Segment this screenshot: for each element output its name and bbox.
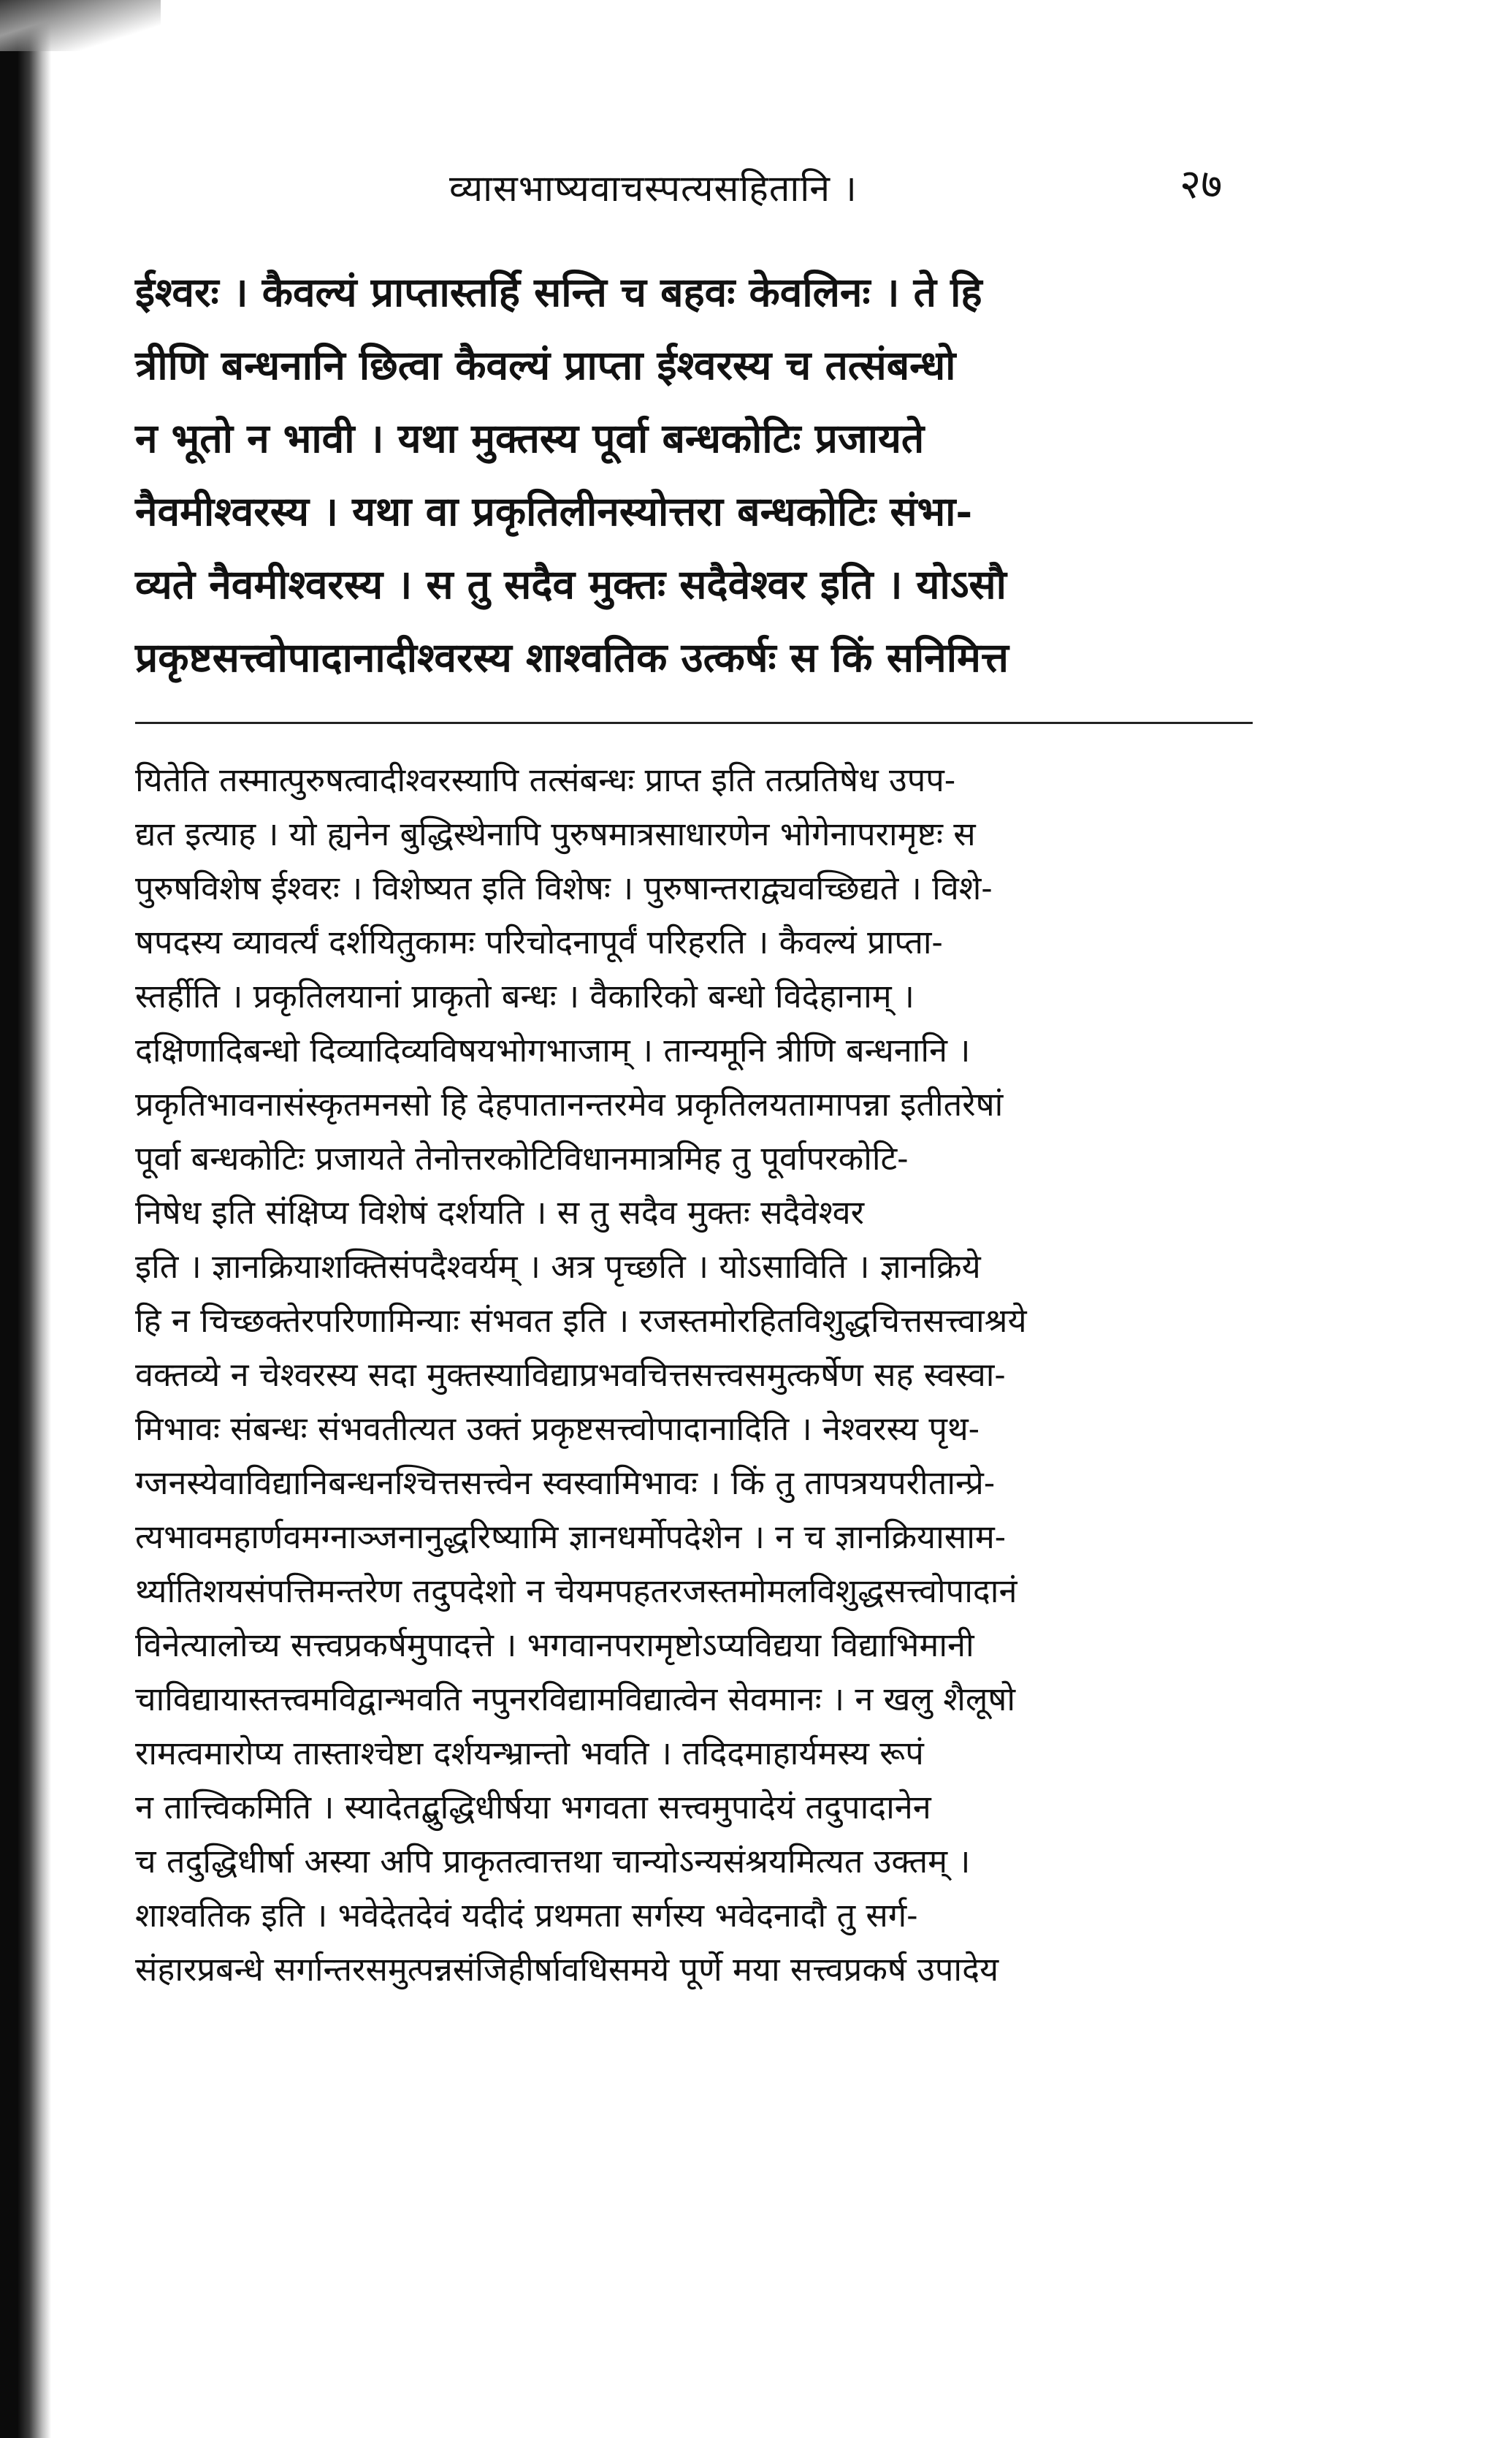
tika-line: दक्षिणादिबन्धो दिव्यादिव्यविषयभोगभाजाम् । तान्यमूनि त्रीणि बन्धनानि । (135, 1031, 971, 1070)
tika-line: रामत्वमारोप्य तास्ताश्चेष्टा दर्शयन्भ्रान्तो भवति । तदिदमाहार्यमस्य रूपं (135, 1734, 924, 1772)
tika-line: द्यत इत्याह । यो ह्यनेन बुद्धिस्थेनापि पुरुषमात्रसाधारणेन भोगेनापरामृष्टः स (135, 815, 976, 853)
tika-line: प्रकृतिभावनासंस्कृतमनसो हि देहपातानन्तरमेव प्रकृतिलयतामापन्ना इतीतरेषां (135, 1085, 1004, 1124)
page-number: २७ (1180, 161, 1223, 208)
tika-line: संहारप्रबन्धे सर्गान्तरसमुत्पन्नसंजिहीर्षावधिसमये पूर्णे मया सत्त्वप्रकर्ष उपादेय (135, 1950, 999, 1989)
bhashya-line: प्रकृष्टसत्त्वोपादानादीश्वरस्य शाश्वतिक उत्कर्षः स किं सनिमित्त (135, 633, 1009, 681)
scan-left-edge (0, 0, 51, 2438)
tika-line: न तात्त्विकमिति । स्यादेतद्बुद्धिधीर्षया भगवता सत्त्वमुपादेयं तदुपादानेन (135, 1788, 931, 1826)
bhashya-line: न भूतो न भावी । यथा मुक्तस्य पूर्वा बन्धकोटिः प्रजायते (135, 414, 925, 462)
tika-line: च तदुद्धिधीर्षा अस्या अपि प्राकृतत्वात्तथा चान्योऽन्यसंश्रयमित्यत उक्तम् । (135, 1842, 971, 1881)
tika-line: यितेति तस्मात्पुरुषत्वादीश्वरस्यापि तत्संबन्धः प्राप्त इति तत्प्रतिषेध उपप- (135, 761, 956, 799)
tika-line: विनेत्यालोच्य सत्त्वप्रकर्षमुपादत्ते । भगवानपरामृष्टोऽप्यविद्यया विद्याभिमानी (135, 1626, 974, 1664)
bhashya-text (135, 256, 1253, 694)
tika-line: पूर्वा बन्धकोटिः प्रजायते तेनोत्तरकोटिविधानमात्रमिह तु पूर्वापरकोटि- (135, 1139, 909, 1178)
bhashya-line: त्रीणि बन्धनानि छित्वा कैवल्यं प्राप्ता ईश्वरस्य च तत्संबन्धो (135, 341, 956, 389)
running-head (135, 146, 1253, 226)
tika-line: निषेध इति संक्षिप्य विशेषं दर्शयति । स तु सदैव मुक्तः सदैवेश्वर (135, 1193, 865, 1232)
tika-line: शाश्वतिक इति । भवेदेतदेवं यदीदं प्रथमता सर्गस्य भवेदनादौ तु सर्ग- (135, 1896, 918, 1935)
tika-line: पुरुषविशेष ईश्वरः । विशेष्यत इति विशेषः । पुरुषान्तराद्व्यवच्छिद्यते । विशे- (135, 869, 993, 907)
tika-line: वक्तव्ये न चेश्वरस्य सदा मुक्तस्याविद्याप्रभवचित्तसत्त्वसमुत्कर्षेण सह स्वस्वा- (135, 1355, 1006, 1394)
scan-corner-shadow (0, 0, 161, 51)
book-page (135, 146, 1253, 1997)
tika-line: चाविद्यायास्तत्त्वमविद्वान्भवति नपुनरविद्यामविद्यात्वेन सेवमानः । न खलु शैलूषो (135, 1680, 1016, 1718)
tika-line: मिभावः संबन्धः संभवतीत्यत उक्तं प्रकृष्टसत्त्वोपादानादिति । नेश्वरस्य पृथ- (135, 1409, 980, 1448)
tika-line: स्तर्हीति । प्रकृतिलयानां प्राकृतो बन्धः । वैकारिको बन्धो विदेहानाम् । (135, 977, 915, 1016)
bhashya-line: ईश्वरः । कैवल्यं प्राप्तास्तर्हि सन्ति च बहवः केवलिनः । ते हि (135, 268, 982, 316)
tika-line: षपदस्य व्यावर्त्यं दर्शयितुकामः परिचोदनापूर्वं परिहरति । कैवल्यं प्राप्ता- (135, 923, 943, 961)
tika-line: हि न चिच्छक्तेरपरिणामिन्याः संभवत इति । रजस्तमोरहितविशुद्धचित्तसत्त्वाश्रये (135, 1301, 1027, 1340)
tika-text (135, 753, 1253, 1997)
tika-line: त्यभावमहार्णवमग्नाञ्जनानुद्धरिष्यामि ज्ञानधर्मोपदेशेन । न च ज्ञानक्रियासाम- (135, 1517, 1006, 1556)
tika-line: ग्जनस्येवाविद्यानिबन्धनश्चित्तसत्त्वेन स्वस्वामिभावः । किं तु तापत्रयपरीतान्प्रे- (135, 1463, 996, 1502)
tika-line: इति । ज्ञानक्रियाशक्तिसंपदैश्वर्यम् । अत्र पृच्छति । योऽसाविति । ज्ञानक्रिये (135, 1247, 981, 1286)
tika-line: र्थ्यातिशयसंपत्तिमन्तरेण तदुपदेशो न चेयमपहतरजस्तमोमलविशुद्धसत्त्वोपादानं (135, 1572, 1017, 1610)
bhashya-line: व्यते नैवमीश्वरस्य । स तु सदैव मुक्तः सदैवेश्वर इति । योऽसौ (135, 560, 1007, 608)
section-divider (135, 722, 1253, 724)
running-title: व्यासभाष्यवाचस्पत्यसहितानि । (449, 167, 858, 210)
bhashya-line: नैवमीश्वरस्य । यथा वा प्रकृतिलीनस्योत्तरा बन्धकोटिः संभा- (135, 487, 973, 535)
